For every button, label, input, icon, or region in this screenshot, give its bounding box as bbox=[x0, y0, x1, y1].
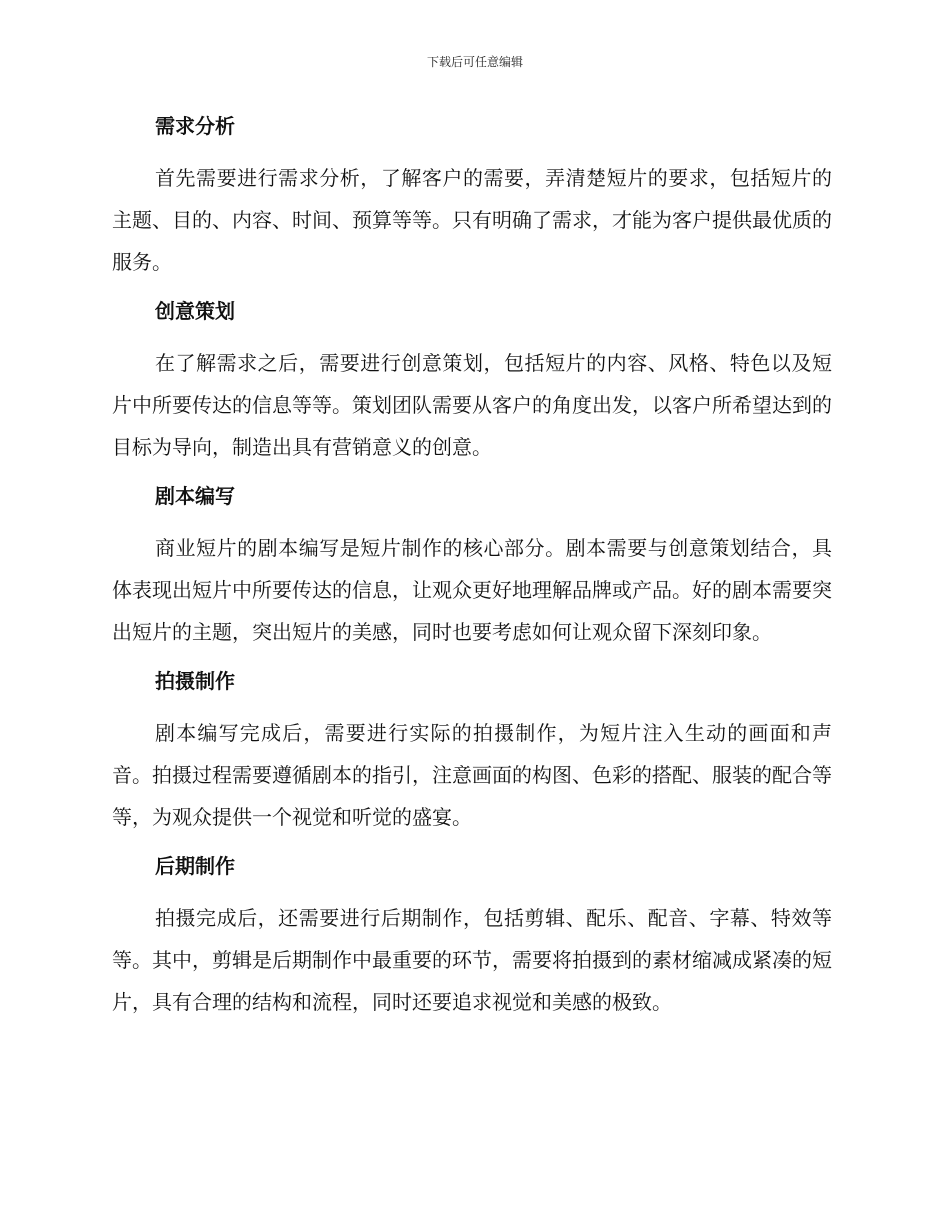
section-needs-analysis bbox=[112, 111, 832, 283]
section-heading: 后期制作 bbox=[155, 854, 235, 878]
section-paragraph: 在了解需求之后，需要进行创意策划，包括短片的内容、风格、特色以及短片中所要传达的信息等等。策划团队需要从客户的角度出发，以客户所希望达到的目标为导向，制造出具有营销意义的创意。 bbox=[112, 351, 832, 459]
section-filming bbox=[112, 666, 832, 838]
section-paragraph: 首先需要进行需求分析，了解客户的需要，弄清楚短片的要求，包括短片的主题、目的、内容、时间、预算等等。只有明确了需求，才能为客户提供最优质的服务。 bbox=[112, 166, 832, 274]
section-post-production bbox=[112, 851, 832, 1023]
section-creative-planning bbox=[112, 296, 832, 468]
document-body bbox=[112, 111, 832, 1036]
section-paragraph: 拍摄完成后，还需要进行后期制作，包括剪辑、配乐、配音、字幕、特效等等。其中，剪辑是后期制作中最重要的环节，需要将拍摄到的素材缩减成紧凑的短片，具有合理的结构和流程，同时还要追求视觉和美感的极致。 bbox=[112, 906, 832, 1014]
section-paragraph: 商业短片的剧本编写是短片制作的核心部分。剧本需要与创意策划结合，具体表现出短片中所要传达的信息，让观众更好地理解品牌或产品。好的剧本需要突出短片的主题，突出短片的美感，同时也要考虑如何让观众留下深刻印象。 bbox=[112, 536, 832, 644]
section-heading: 需求分析 bbox=[155, 114, 235, 138]
section-paragraph: 剧本编写完成后，需要进行实际的拍摄制作，为短片注入生动的画面和声音。拍摄过程需要遵循剧本的指引，注意画面的构图、色彩的搭配、服装的配合等等，为观众提供一个视觉和听觉的盛宴。 bbox=[112, 721, 832, 829]
section-heading: 剧本编写 bbox=[155, 484, 235, 508]
section-heading: 拍摄制作 bbox=[155, 669, 235, 693]
section-script-writing bbox=[112, 481, 832, 653]
section-heading: 创意策划 bbox=[155, 299, 235, 323]
page-header-note: 下载后可任意编辑 bbox=[426, 55, 523, 69]
